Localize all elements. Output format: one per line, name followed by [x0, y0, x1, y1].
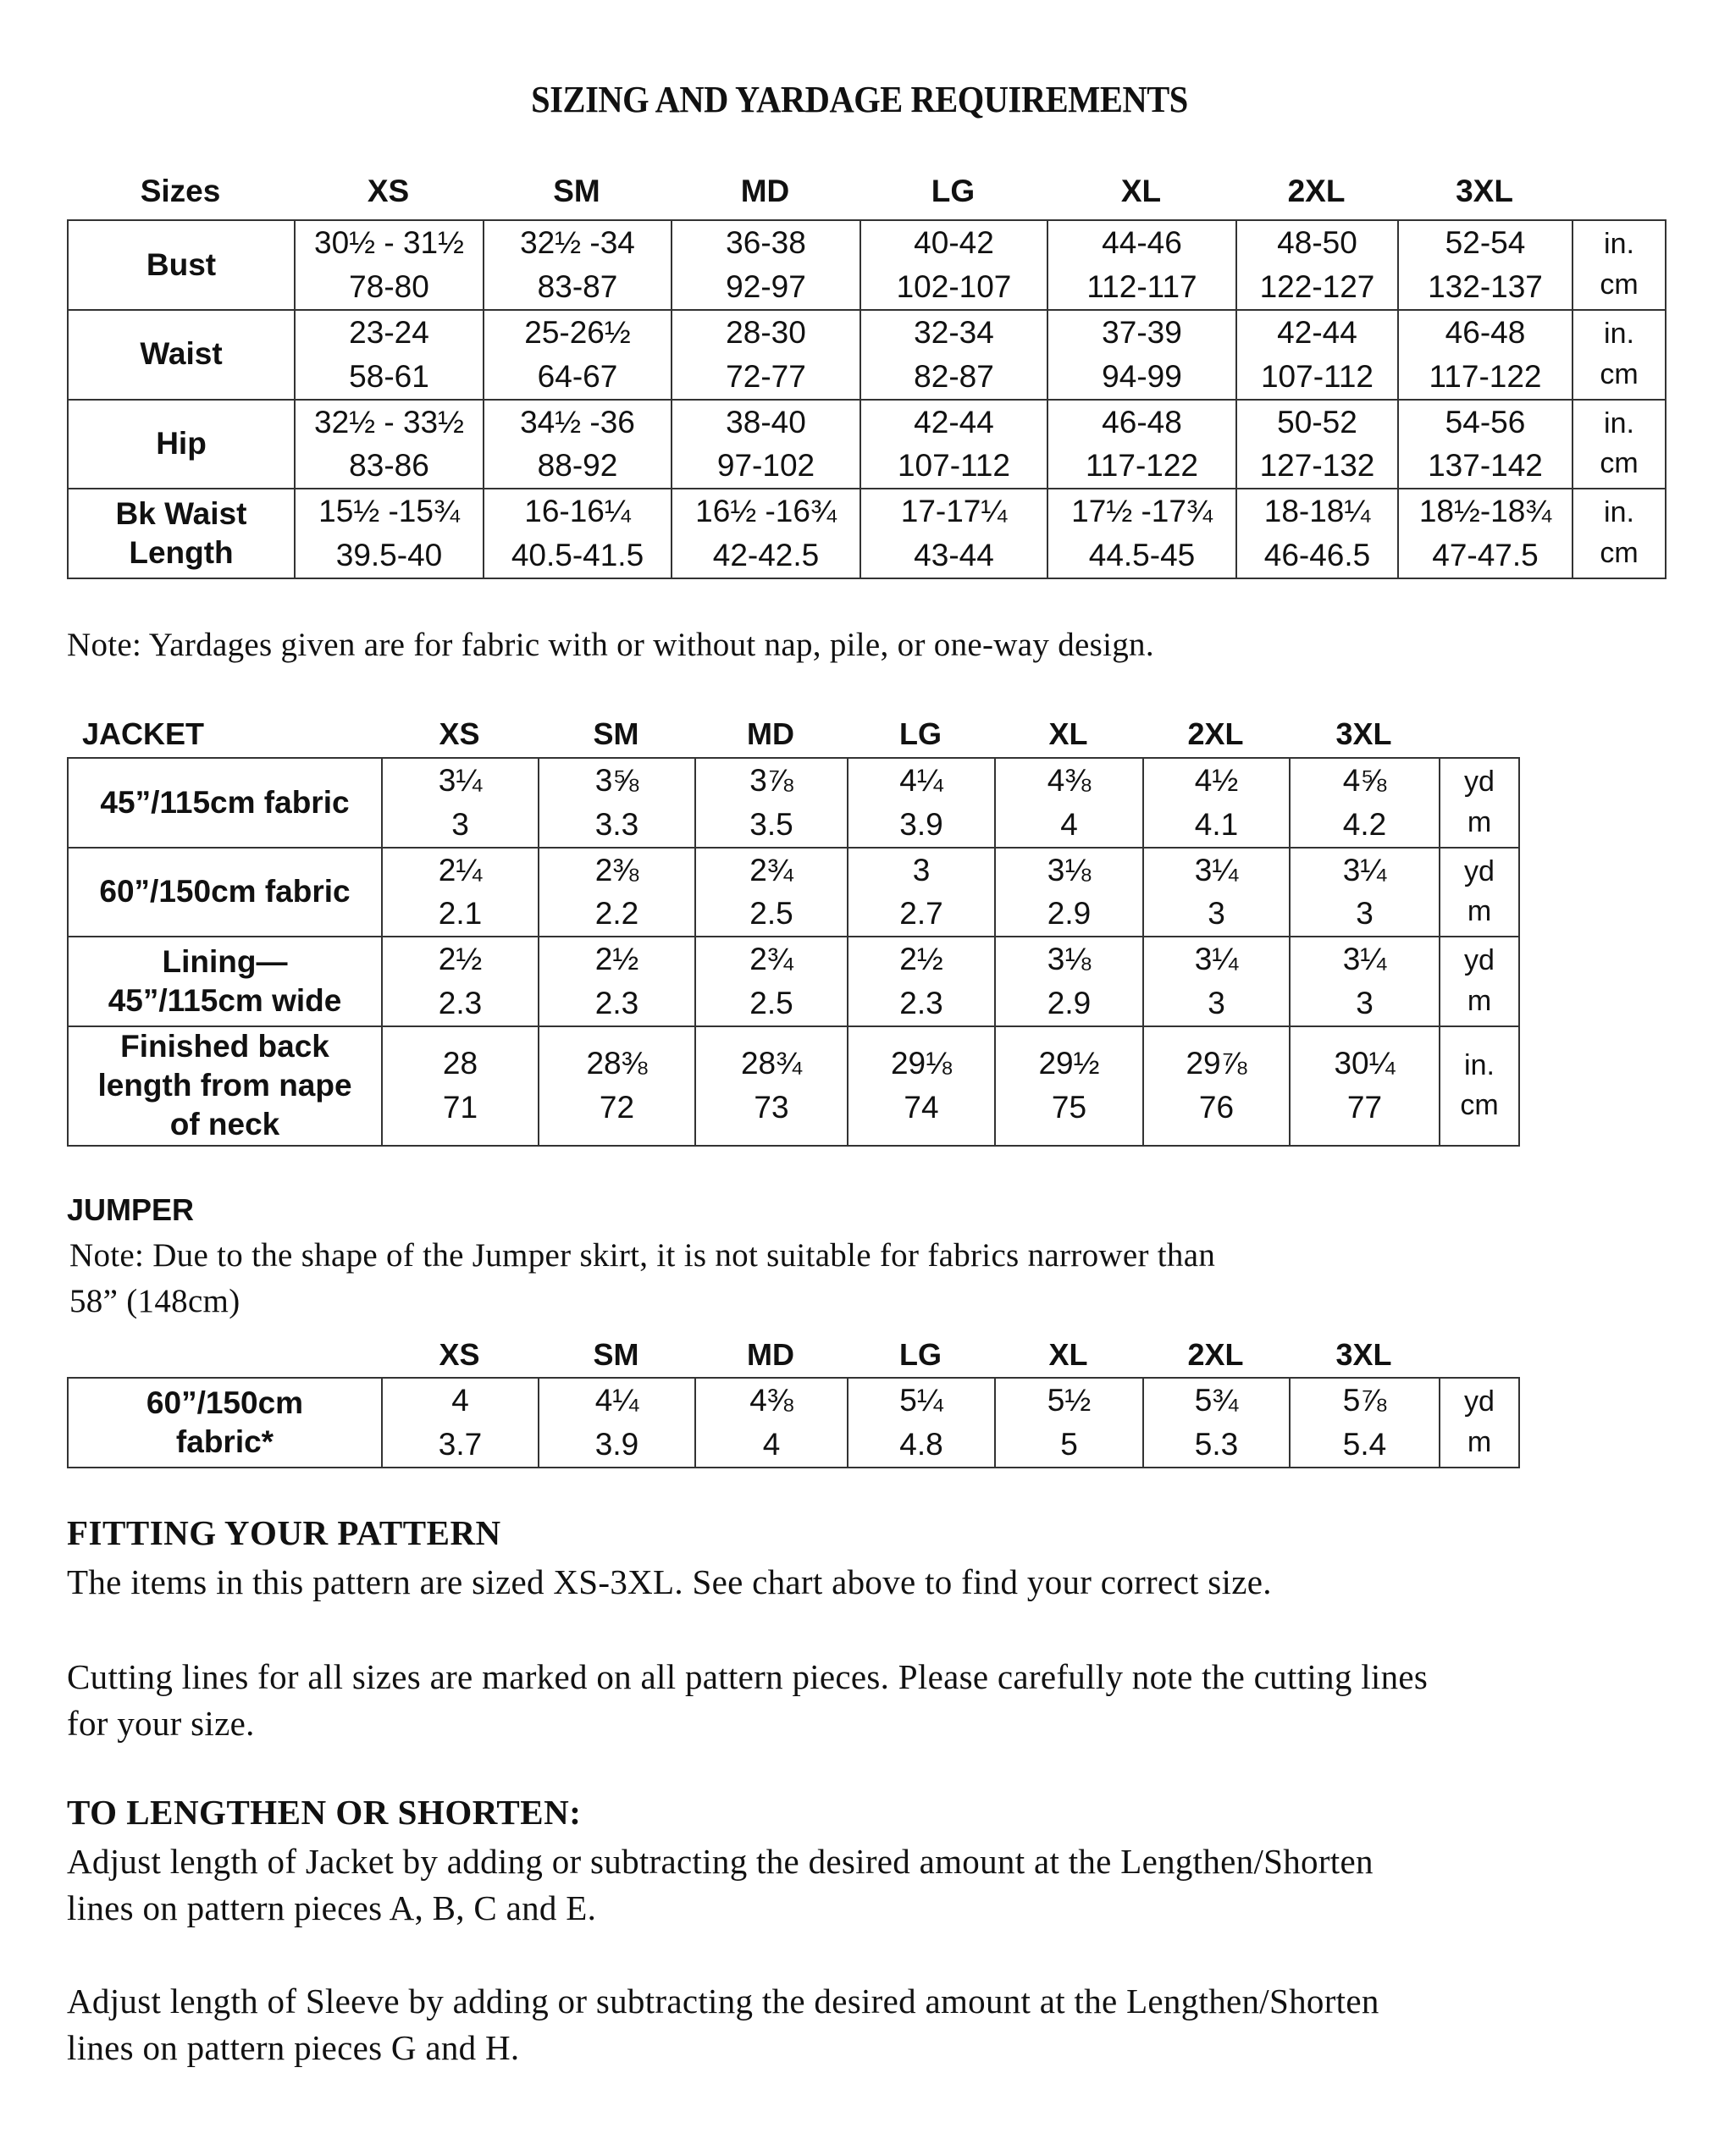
cell: 5¾ 5.3	[1143, 1378, 1290, 1468]
jumper-col-md: MD	[747, 1337, 794, 1372]
cell: 32-34 82-87	[860, 310, 1047, 400]
cell: 28-30 72-77	[672, 310, 860, 400]
cell: 3¼ 3	[382, 758, 539, 848]
cell: 3⅛ 2.9	[995, 937, 1143, 1026]
table-row-60in-fabric	[68, 848, 1519, 937]
cell: 4⅝ 4.2	[1290, 758, 1440, 848]
row-label: Hip	[68, 400, 295, 489]
cell: 4¼ 3.9	[848, 758, 995, 848]
cell: 2½ 2.3	[848, 937, 995, 1026]
size-col-xl: XL	[1120, 174, 1162, 208]
cell: 3¼ 3	[1143, 848, 1290, 937]
table-row-60in-fabric	[68, 1378, 1519, 1468]
size-col-md: MD	[740, 174, 790, 208]
cell: 4⅜ 4	[995, 758, 1143, 848]
yardage-note: Note: Yardages given are for fabric with or without nap, pile, or one-way design.	[67, 627, 1154, 663]
cell: 5¼ 4.8	[848, 1378, 995, 1468]
row-label: Bk Waist Length	[68, 489, 295, 578]
cell: 17½ -17¾ 44.5-45	[1047, 489, 1236, 578]
table-row-lining	[68, 937, 1519, 1026]
cell: 42-44 107-112	[860, 400, 1047, 489]
jumper-col-sm: SM	[593, 1337, 639, 1372]
cell: 52-54 132-137	[1398, 220, 1573, 310]
cell: 15½ -15¾ 39.5-40	[295, 489, 484, 578]
cell: 25-26½ 64-67	[484, 310, 672, 400]
jumper-col-xs: XS	[439, 1337, 480, 1372]
cell: 29⅞ 76	[1143, 1026, 1290, 1146]
lengthen-para1-line2: lines on pattern pieces A, B, C and E.	[67, 1888, 597, 1927]
cell: 46-48 117-122	[1398, 310, 1573, 400]
cell: 3¼ 3	[1290, 937, 1440, 1026]
cell: 28¾ 73	[695, 1026, 848, 1146]
unit-cell: in. cm	[1573, 220, 1666, 310]
size-col-sm: SM	[553, 174, 600, 208]
jumper-col-xl: XL	[1048, 1337, 1088, 1372]
jacket-col-xs: XS	[439, 716, 480, 751]
jumper-col-2xl: 2XL	[1187, 1337, 1244, 1372]
jumper-note-line1: Note: Due to the shape of the Jumper skirt, it is not suitable for fabrics narrower than	[69, 1237, 1216, 1274]
cell: 2¾ 2.5	[695, 937, 848, 1026]
size-col-lg: LG	[931, 174, 976, 208]
cell: 48-50 122-127	[1236, 220, 1398, 310]
size-col-xs: XS	[367, 174, 410, 208]
cell: 30½ - 31½ 78-80	[295, 220, 484, 310]
cell: 44-46 112-117	[1047, 220, 1236, 310]
jacket-col-sm: SM	[593, 716, 639, 751]
cell: 38-40 97-102	[672, 400, 860, 489]
cell: 16½ -16¾ 42-42.5	[672, 489, 860, 578]
row-label: 45”/115cm fabric	[68, 758, 382, 848]
cell: 42-44 107-112	[1236, 310, 1398, 400]
unit-cell: yd m	[1440, 1378, 1519, 1468]
row-label: Bust	[68, 220, 295, 310]
fitting-heading: FITTING YOUR PATTERN	[67, 1513, 501, 1552]
lengthen-heading: TO LENGTHEN OR SHORTEN:	[67, 1793, 582, 1832]
cell: 32½ -34 83-87	[484, 220, 672, 310]
row-label: Lining— 45”/115cm wide	[68, 937, 382, 1026]
cell: 2¾ 2.5	[695, 848, 848, 937]
unit-cell: yd m	[1440, 848, 1519, 937]
cell: 29⅛ 74	[848, 1026, 995, 1146]
jacket-col-lg: LG	[899, 716, 942, 751]
jacket-col-3xl: 3XL	[1335, 716, 1392, 751]
row-label: Finished back length from nape of neck	[68, 1026, 382, 1146]
lengthen-para1-line1: Adjust length of Jacket by adding or subtracting the desired amount at the Lengthen/Shorten	[67, 1842, 1374, 1881]
jacket-header-label: JACKET	[82, 716, 205, 751]
cell: 28⅜ 72	[539, 1026, 695, 1146]
unit-cell: in. cm	[1573, 489, 1666, 578]
row-label: 60”/150cm fabric	[68, 848, 382, 937]
table-row-hip	[68, 400, 1666, 489]
row-label: 60”/150cm fabric*	[68, 1378, 382, 1468]
cell: 36-38 92-97	[672, 220, 860, 310]
cell: 29½ 75	[995, 1026, 1143, 1146]
cell: 18-18¼ 46-46.5	[1236, 489, 1398, 578]
cell: 3⅝ 3.3	[539, 758, 695, 848]
table-row-45in-fabric	[68, 758, 1519, 848]
row-label: Waist	[68, 310, 295, 400]
cell: 4⅜ 4	[695, 1378, 848, 1468]
cell: 54-56 137-142	[1398, 400, 1573, 489]
cell: 23-24 58-61	[295, 310, 484, 400]
cell: 4½ 4.1	[1143, 758, 1290, 848]
cell: 3⅞ 3.5	[695, 758, 848, 848]
fitting-para2-line1: Cutting lines for all sizes are marked on all pattern pieces. Please carefully note the cutting lines	[67, 1657, 1429, 1696]
table-row-waist	[68, 310, 1666, 400]
cell: 3 2.7	[848, 848, 995, 937]
cell: 17-17¼ 43-44	[860, 489, 1047, 578]
jumper-col-lg: LG	[899, 1337, 942, 1372]
cell: 34½ -36 88-92	[484, 400, 672, 489]
jumper-col-3xl: 3XL	[1335, 1337, 1392, 1372]
jumper-note-line2: 58” (148cm)	[69, 1283, 240, 1319]
cell: 40-42 102-107	[860, 220, 1047, 310]
jumper-header-label: JUMPER	[67, 1192, 195, 1227]
lengthen-para2-line1: Adjust length of Sleeve by adding or subtracting the desired amount at the Lengthen/Shorten	[67, 1982, 1379, 2021]
lengthen-para2-line2: lines on pattern pieces G and H.	[67, 2028, 520, 2067]
cell: 28 71	[382, 1026, 539, 1146]
fitting-para1: The items in this pattern are sized XS-3XL. See chart above to find your correct size.	[67, 1562, 1272, 1601]
cell: 3⅛ 2.9	[995, 848, 1143, 937]
size-col-3xl: 3XL	[1456, 174, 1513, 208]
unit-cell: in. cm	[1573, 400, 1666, 489]
jacket-col-md: MD	[747, 716, 794, 751]
unit-cell: in. cm	[1440, 1026, 1519, 1146]
cell: 2½ 2.3	[539, 937, 695, 1026]
unit-cell: in. cm	[1573, 310, 1666, 400]
cell: 3¼ 3	[1290, 848, 1440, 937]
table-row-bust	[68, 220, 1666, 310]
cell: 37-39 94-99	[1047, 310, 1236, 400]
cell: 18½-18¾ 47-47.5	[1398, 489, 1573, 578]
cell: 30¼ 77	[1290, 1026, 1440, 1146]
body-measurements-table	[67, 219, 1666, 579]
cell: 2½ 2.3	[382, 937, 539, 1026]
cell: 2⅜ 2.2	[539, 848, 695, 937]
size-col-2xl: 2XL	[1287, 174, 1346, 208]
jumper-yardage-table	[67, 1377, 1520, 1468]
cell: 46-48 117-122	[1047, 400, 1236, 489]
jacket-col-xl: XL	[1048, 716, 1088, 751]
sizes-header-label: Sizes	[140, 174, 221, 208]
cell: 5½ 5	[995, 1378, 1143, 1468]
table-row-finished-back-length	[68, 1026, 1519, 1146]
cell: 4¼ 3.9	[539, 1378, 695, 1468]
fitting-para2-line2: for your size.	[67, 1704, 255, 1743]
cell: 32½ - 33½ 83-86	[295, 400, 484, 489]
table-row-bk-waist-length	[68, 489, 1666, 578]
cell: 50-52 127-132	[1236, 400, 1398, 489]
unit-cell: yd m	[1440, 758, 1519, 848]
cell: 3¼ 3	[1143, 937, 1290, 1026]
jacket-col-2xl: 2XL	[1187, 716, 1244, 751]
page-title: SIZING AND YARDAGE REQUIREMENTS	[531, 79, 1188, 120]
cell: 4 3.7	[382, 1378, 539, 1468]
cell: 2¼ 2.1	[382, 848, 539, 937]
cell: 5⅞ 5.4	[1290, 1378, 1440, 1468]
unit-cell: yd m	[1440, 937, 1519, 1026]
jacket-yardage-table	[67, 757, 1520, 1147]
cell: 16-16¼ 40.5-41.5	[484, 489, 672, 578]
